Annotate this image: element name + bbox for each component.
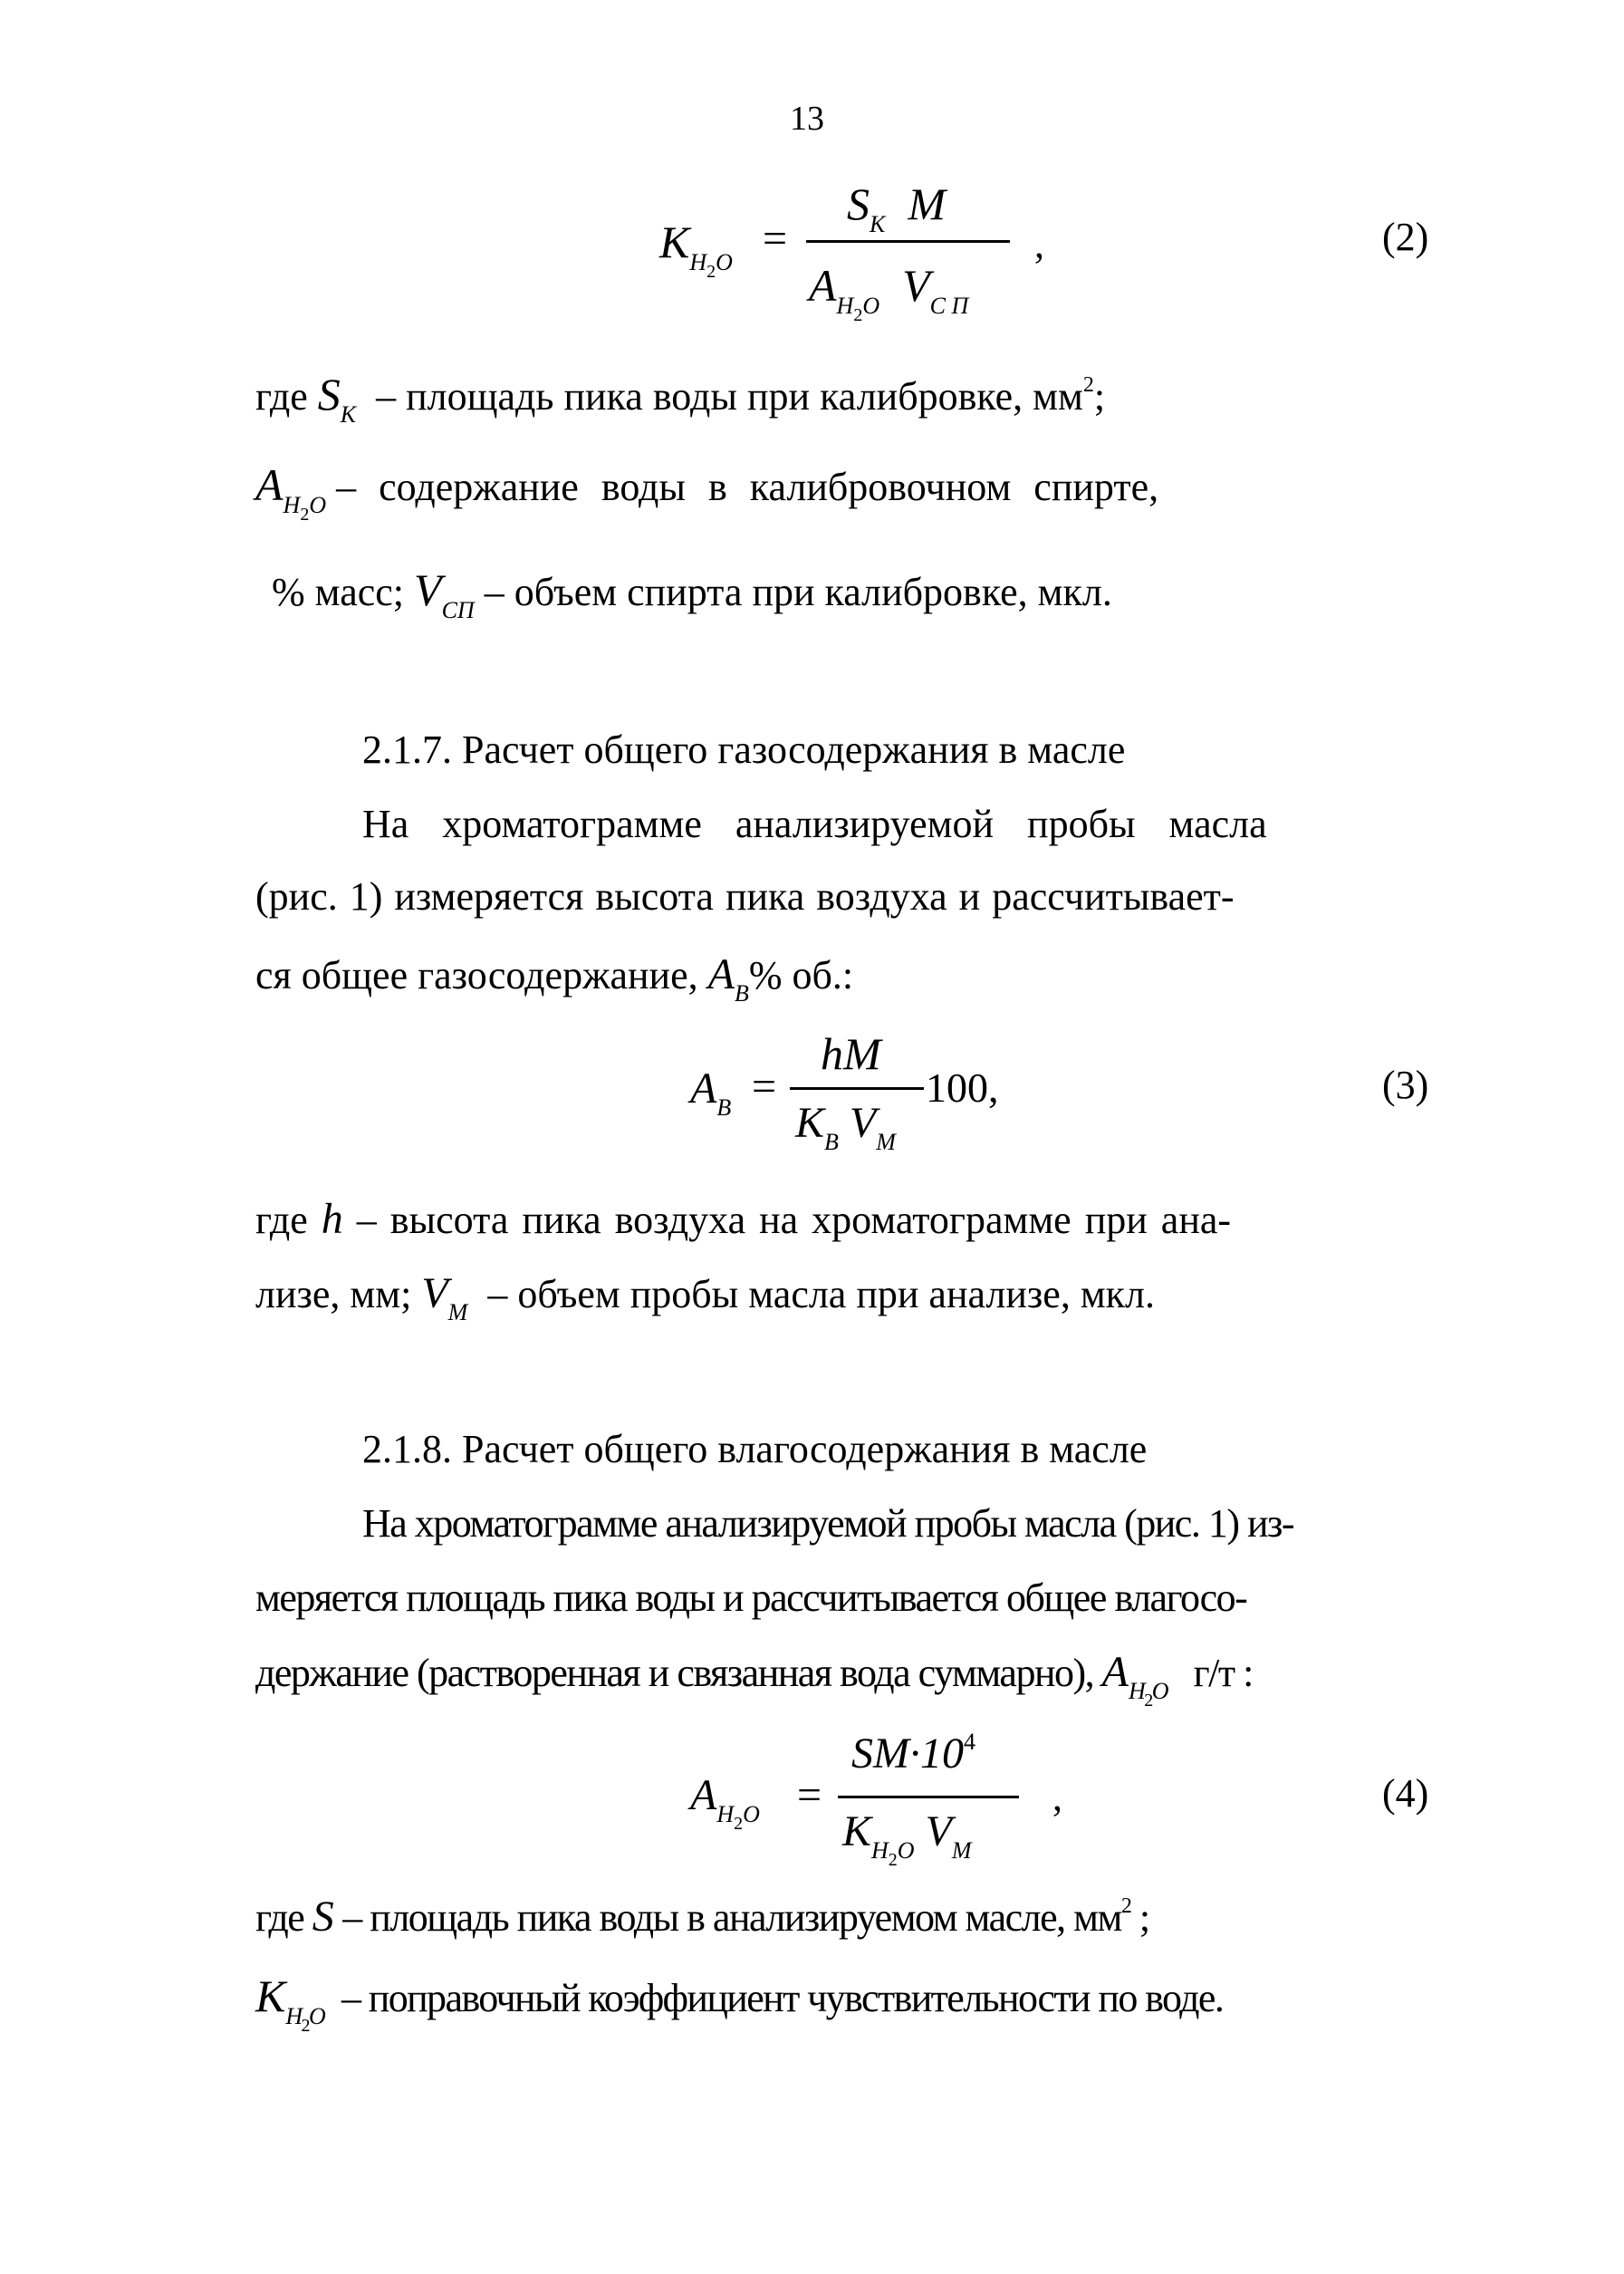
formula-4-eq: =: [797, 1771, 822, 1819]
formula-2-fraction-bar: [806, 240, 1010, 243]
section-2-1-8-para-line1: На хроматограмме анализируемой пробы масла (рис. 1) из-: [362, 1501, 1294, 1546]
formula-4-fraction-bar: [838, 1796, 1019, 1798]
page-number: 13: [790, 100, 824, 138]
formula-3-eq: =: [752, 1063, 777, 1111]
formula-4-tail: ,: [1052, 1775, 1062, 1819]
where3-line2: лизе, мм; $V_M$ – объем пробы масла при анализе, мкл.: [255, 1269, 1156, 1325]
section-2-1-7-para-line2: (рис. 1) измеряется высота пика воздуха и рассчитывает-: [255, 874, 1235, 919]
section-2-1-7-heading: 2.1.7. Расчет общего газосодержания в масле: [362, 727, 1126, 772]
where2-line1: где $S_K$ – площадь пика воды при калибровке, $мм^2$;: [255, 369, 1106, 428]
formula-2-numerator: $S_K$ M: [847, 178, 946, 237]
formula-4-number: (4): [1382, 1771, 1429, 1816]
section-2-1-8-para-line3: держание (растворенная и связанная вода суммарно), $A_{H2O}$ г/т :: [255, 1648, 1253, 1710]
where2-line3: % масс; $V_{СП}$ – объем спирта при калибровке, мкл.: [272, 564, 1112, 623]
formula-2-eq: =: [763, 215, 788, 263]
formula-3-fraction-bar: [790, 1087, 924, 1090]
formula-2-tail: ,: [1034, 222, 1044, 266]
formula-3-tail: 100,: [926, 1065, 999, 1111]
formula-2-number: (2): [1382, 215, 1429, 259]
where4-line1: где S – площадь пика воды в анализируемом масле, $мм^2$ ;: [255, 1893, 1149, 1941]
section-2-1-8-para-line2: меряется площадь пика воды и рассчитывается общее влагосо-: [255, 1575, 1247, 1620]
where2-line2: $A_{H2O}$ – содержание воды в калибровочном спирте,: [255, 459, 1159, 525]
section-2-1-7-para-line1: На хроматограмме анализируемой пробы масла: [362, 802, 1267, 846]
section-2-1-7-para-line3: ся общее газосодержание, $A_B\%$ об.:: [255, 950, 854, 1007]
where3-line1: где h – высота пика воздуха на хроматограмме при ана-: [255, 1195, 1232, 1243]
formula-2-lhs: $K_{H2O}$: [659, 217, 733, 282]
formula-3-number: (3): [1382, 1063, 1429, 1107]
formula-4-denominator: $K_{H2O}$ $V_M$: [842, 1807, 972, 1870]
formula-2-denominator: $A_{H2O}$ $V_{С П}$: [809, 260, 969, 325]
formula-4-lhs: $A_{H2O}$: [690, 1771, 760, 1834]
where4-line2: $K_{H2O}$ – поправочный коэффициент чувствительности по воде.: [255, 1970, 1224, 2036]
section-2-1-8-heading: 2.1.8. Расчет общего влагосодержания в масле: [362, 1427, 1148, 1471]
formula-3-lhs: $A_B$: [690, 1065, 732, 1121]
formula-4-numerator: $SM\cdot 10^4$: [851, 1729, 975, 1778]
formula-3-denominator: $K_B$ $V_M$: [795, 1099, 896, 1155]
formula-3-numerator: hM: [821, 1028, 881, 1079]
